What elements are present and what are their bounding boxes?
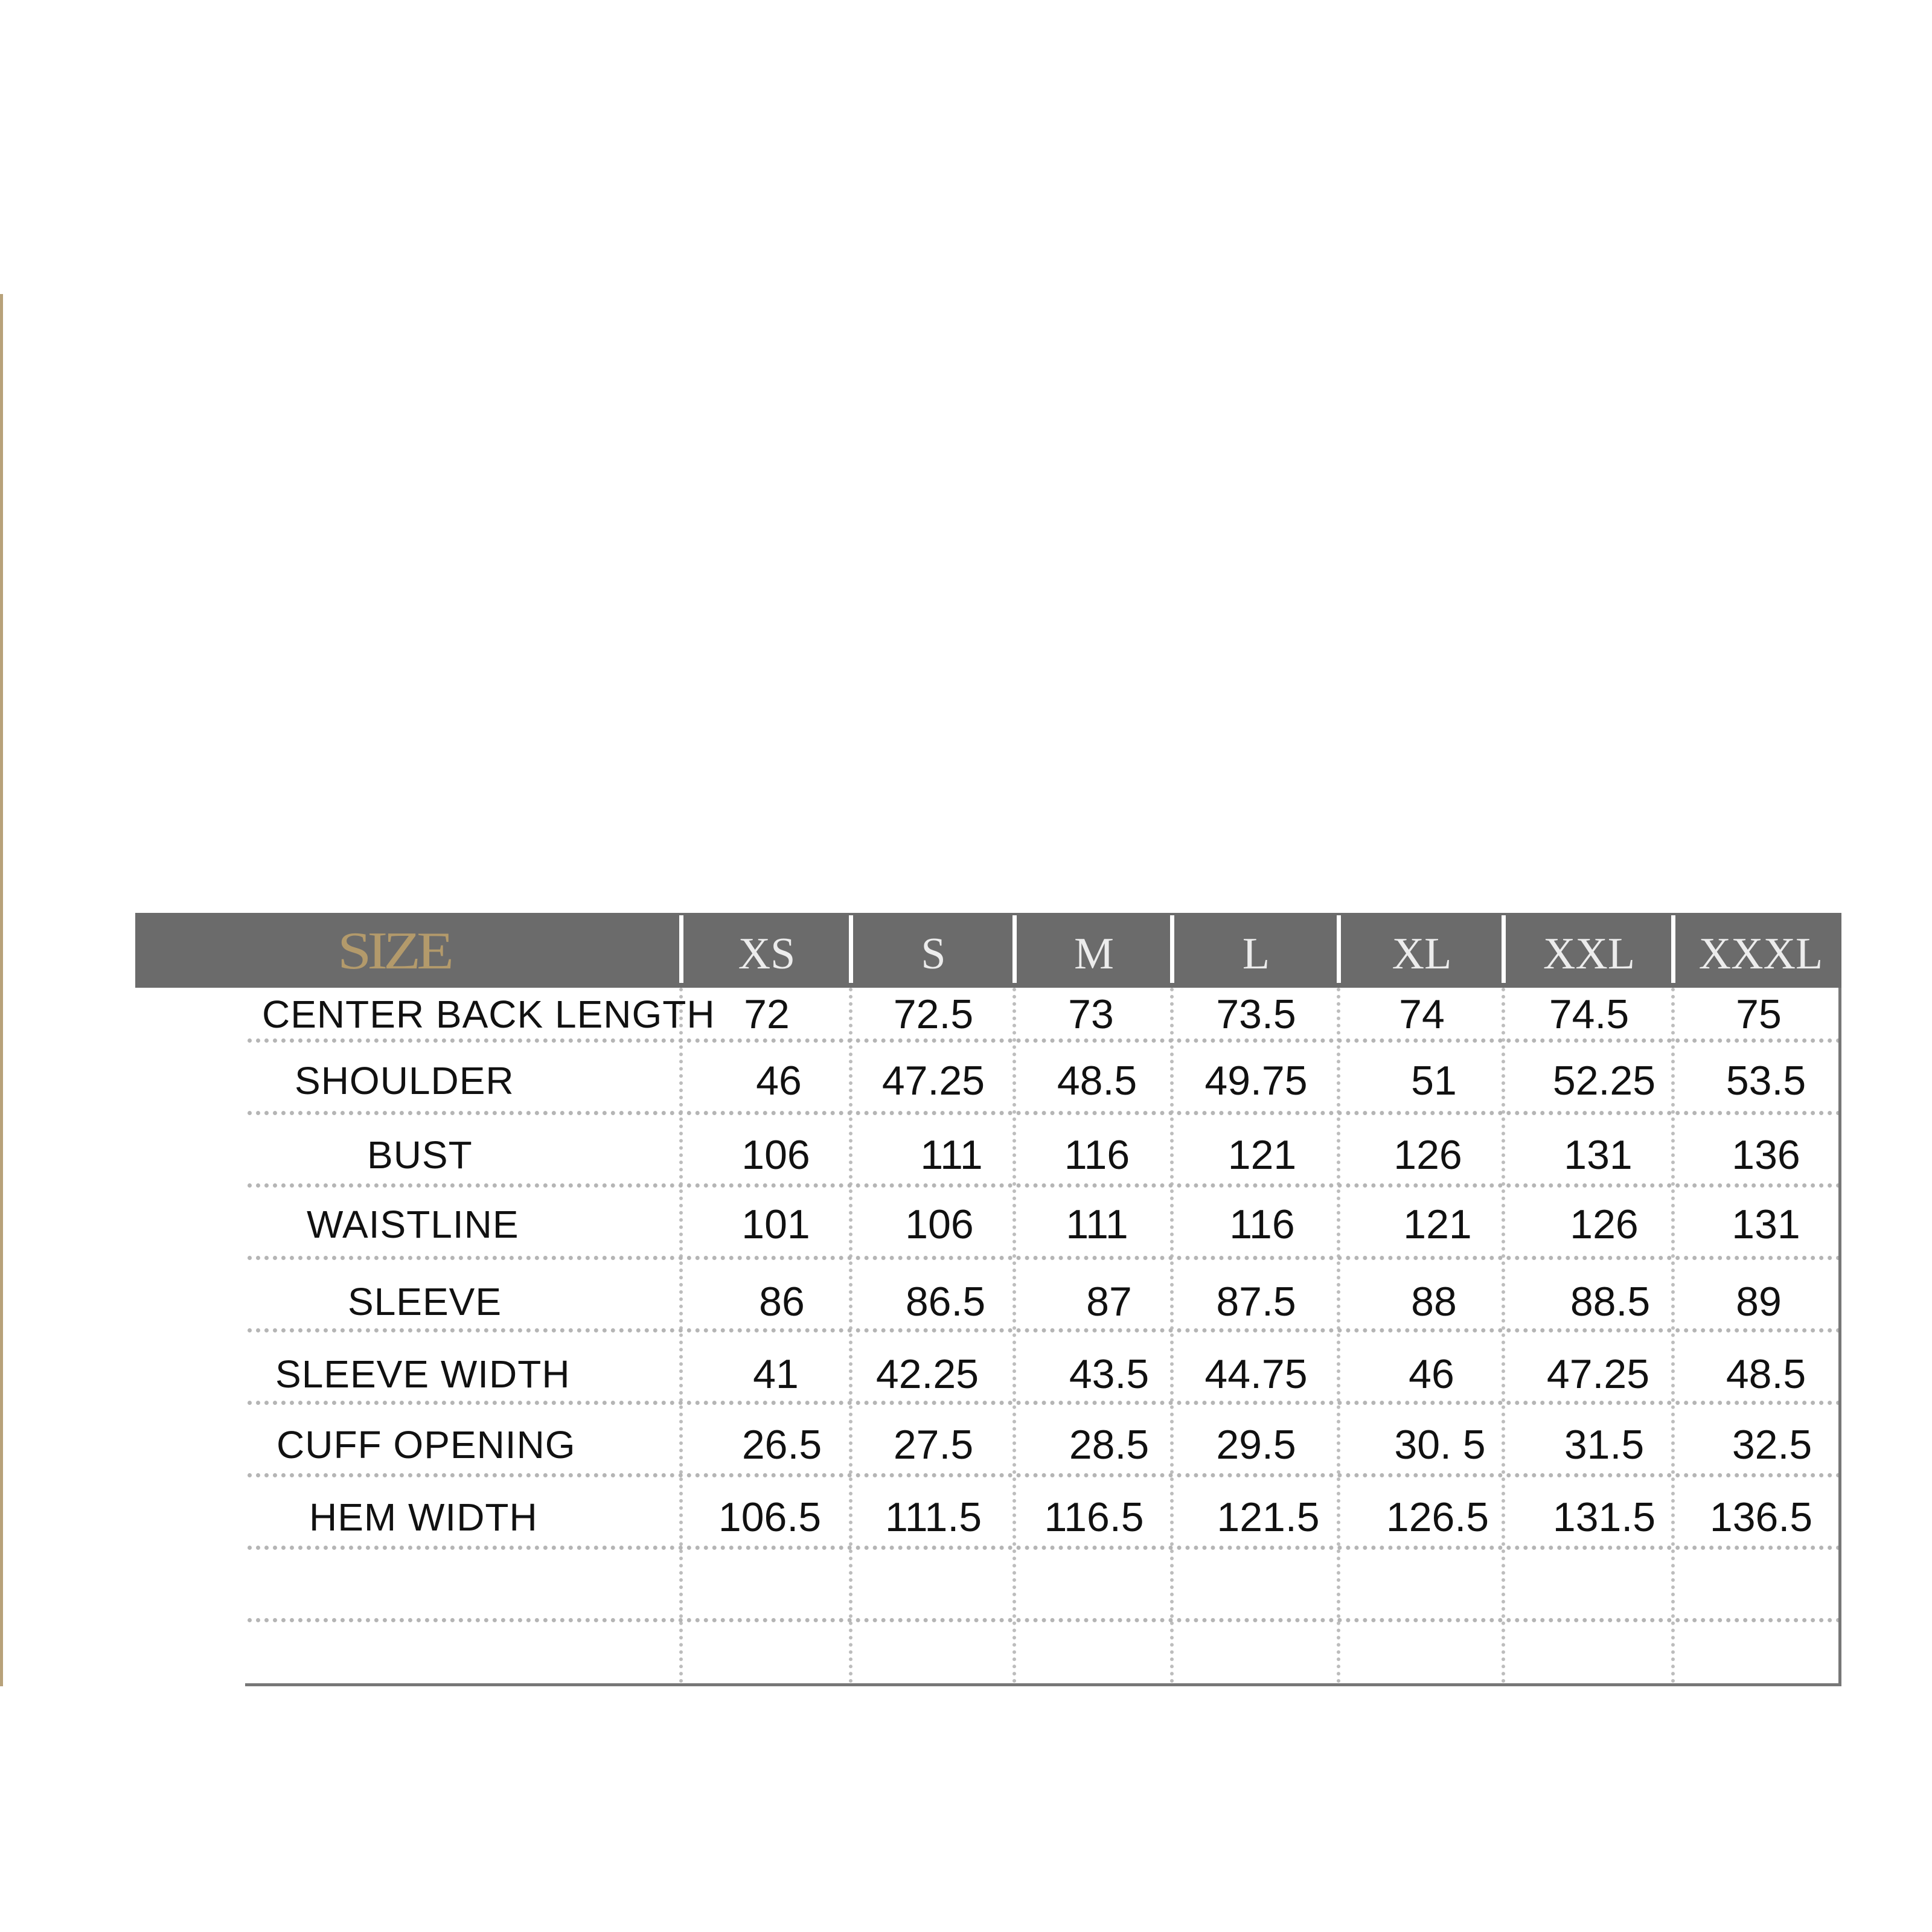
table-cell: 101 bbox=[741, 1201, 810, 1247]
table-cell: 75 bbox=[1736, 991, 1782, 1037]
table-cell: 111 bbox=[920, 1132, 983, 1178]
table-cell: 106 bbox=[741, 1132, 810, 1178]
table-cell: 72 bbox=[744, 991, 790, 1037]
size-header-xxxl: XXXL bbox=[1698, 929, 1823, 979]
table-cell: 31.5 bbox=[1564, 1422, 1645, 1468]
row-label-bust: BUST bbox=[367, 1133, 473, 1177]
table-cell: 116 bbox=[1064, 1132, 1130, 1178]
table-cell: 73 bbox=[1068, 991, 1114, 1037]
table-cell: 42.25 bbox=[875, 1351, 979, 1397]
row-label-hem-width: HEM WIDTH bbox=[309, 1495, 538, 1539]
header-divider bbox=[1502, 915, 1506, 983]
table-cell: 26.5 bbox=[741, 1422, 822, 1468]
table-cell: 29.5 bbox=[1216, 1422, 1296, 1468]
row-label-shoulder: SHOULDER bbox=[295, 1059, 514, 1102]
table-cell: 126 bbox=[1570, 1201, 1639, 1247]
table-cell: 28.5 bbox=[1069, 1422, 1150, 1468]
header-divider bbox=[1337, 915, 1341, 983]
table-cell: 43.5 bbox=[1069, 1351, 1150, 1397]
column-divider bbox=[1012, 988, 1016, 1683]
table-cell: 87 bbox=[1086, 1279, 1132, 1325]
table-cell: 73.5 bbox=[1216, 991, 1296, 1037]
table-cell: 136.5 bbox=[1709, 1494, 1813, 1540]
table-cell: 116 bbox=[1229, 1201, 1295, 1247]
table-cell: 87.5 bbox=[1216, 1279, 1296, 1325]
table-cell: 131 bbox=[1732, 1201, 1800, 1247]
table-cell: 46 bbox=[756, 1058, 802, 1104]
column-divider bbox=[1337, 988, 1340, 1683]
row-label-waistline: WAISTLINE bbox=[307, 1203, 519, 1246]
table-cell: 52.25 bbox=[1552, 1058, 1656, 1104]
table-cell: 30. 5 bbox=[1394, 1422, 1486, 1468]
row-label-sleeve: SLEEVE bbox=[348, 1280, 502, 1323]
table-cell: 126.5 bbox=[1386, 1494, 1489, 1540]
table-cell: 48.5 bbox=[1726, 1351, 1806, 1397]
table-cell: 74 bbox=[1399, 991, 1445, 1037]
size-header-xs: XS bbox=[738, 929, 796, 979]
table-cell: 131 bbox=[1564, 1132, 1633, 1178]
header-divider bbox=[1671, 915, 1675, 983]
header-divider bbox=[1170, 915, 1174, 983]
size-header-s: S bbox=[921, 929, 946, 979]
row-label-center-back-length: CENTER BACK LENGTH bbox=[262, 993, 715, 1036]
table-cell: 41 bbox=[753, 1351, 799, 1397]
table-cell: 48.5 bbox=[1057, 1058, 1137, 1104]
table-cell: 86 bbox=[759, 1279, 805, 1325]
table-cell: 88.5 bbox=[1570, 1279, 1651, 1325]
table-cell: 126 bbox=[1393, 1132, 1462, 1178]
row-label-sleeve-width: SLEEVE WIDTH bbox=[275, 1352, 571, 1396]
table-cell: 46 bbox=[1409, 1351, 1454, 1397]
size-header-xxl: XXL bbox=[1543, 929, 1636, 979]
row-separator bbox=[248, 1183, 1841, 1188]
table-cell: 49.75 bbox=[1204, 1058, 1308, 1104]
table-cell: 136 bbox=[1732, 1132, 1800, 1178]
table-cell: 121 bbox=[1403, 1201, 1472, 1247]
table-cell: 116.5 bbox=[1044, 1494, 1144, 1540]
table-cell: 106.5 bbox=[718, 1494, 822, 1540]
header-divider bbox=[679, 915, 683, 983]
table-cell: 106 bbox=[905, 1201, 974, 1247]
table-cell: 111 bbox=[1066, 1201, 1128, 1247]
size-header-xl: XL bbox=[1392, 929, 1452, 979]
table-cell: 121 bbox=[1227, 1132, 1297, 1178]
table-cell: 72.5 bbox=[893, 991, 974, 1037]
size-header-l: L bbox=[1242, 929, 1270, 979]
table-cell: 32.5 bbox=[1732, 1422, 1812, 1468]
size-header-m: M bbox=[1074, 929, 1114, 979]
row-separator bbox=[248, 1618, 1841, 1622]
table-cell: 131.5 bbox=[1552, 1494, 1656, 1540]
table-cell: 47.25 bbox=[881, 1058, 985, 1104]
table-cell: 27.5 bbox=[893, 1422, 974, 1468]
table-cell: 44.75 bbox=[1204, 1351, 1308, 1397]
header-divider bbox=[849, 915, 853, 983]
table-cell: 53.5 bbox=[1726, 1058, 1806, 1104]
table-cell: 47.25 bbox=[1546, 1351, 1650, 1397]
header-divider bbox=[1012, 915, 1017, 983]
table-cell: 111.5 bbox=[884, 1494, 982, 1540]
row-label-cuff-opening: CUFF OPENING bbox=[277, 1423, 576, 1467]
table-cell: 88 bbox=[1411, 1279, 1457, 1325]
table-bottom-border bbox=[245, 1683, 1841, 1686]
table-cell: 89 bbox=[1736, 1279, 1782, 1325]
table-cell: 74.5 bbox=[1549, 991, 1630, 1037]
table-cell: 51 bbox=[1411, 1058, 1457, 1104]
table-cell: 121.5 bbox=[1217, 1494, 1320, 1540]
row-separator bbox=[248, 1111, 1841, 1115]
size-corner-label: SIZE bbox=[337, 922, 450, 980]
row-separator bbox=[248, 1256, 1841, 1260]
table-cell: 86.5 bbox=[905, 1279, 986, 1325]
column-divider bbox=[679, 988, 683, 1683]
row-separator bbox=[248, 1546, 1841, 1550]
row-separator bbox=[248, 1473, 1841, 1477]
